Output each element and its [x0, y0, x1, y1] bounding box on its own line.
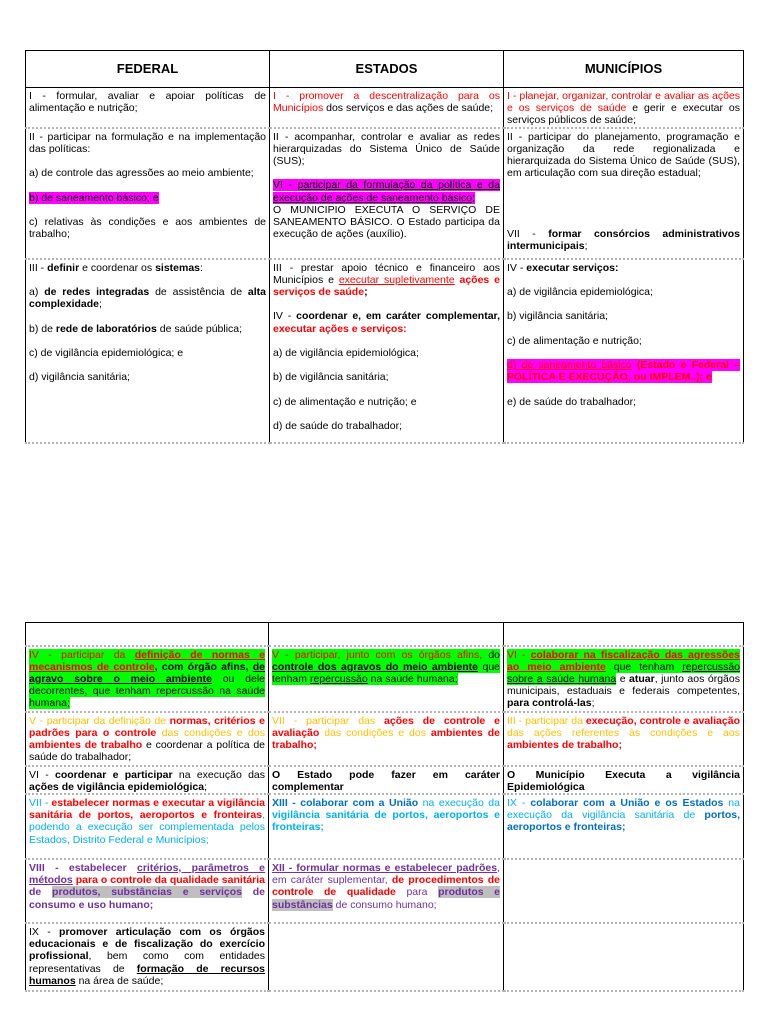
table-row: [26, 923, 744, 991]
responsibilities-table-part-2: [25, 622, 744, 992]
paragraph: [29, 286, 266, 310]
text-run: ;: [99, 298, 102, 311]
paragraph: [272, 649, 500, 686]
text-run: c) relativas às condições e aos ambientes de trabalho;: [29, 215, 266, 241]
text-run: ou dele decorrentes, que tenham repercussão na saúde humana;: [29, 672, 265, 710]
cell-municipios: [504, 623, 744, 646]
text-run: estabelecer normas e executar a vigilância sanitária de portos, aeroportos e fronteiras: [29, 796, 265, 822]
paragraph: [507, 797, 740, 834]
text-run: de saúde pública;: [156, 322, 243, 335]
text-run: na execução da vigilância sanitária de: [507, 796, 740, 822]
paragraph: [29, 649, 265, 710]
table-row: [26, 712, 744, 766]
text-run: coordenar e participar: [54, 768, 173, 781]
paragraph: [29, 90, 266, 114]
paragraph: [29, 371, 266, 383]
paragraph: [507, 769, 740, 793]
text-run: para controlá-las: [507, 697, 592, 710]
blank-line: [507, 204, 740, 216]
text-run: de assistência de: [149, 286, 248, 298]
cell-federal: [26, 794, 269, 859]
cell-estados: [269, 859, 504, 923]
paragraph: [507, 262, 740, 274]
text-run: b) de vigilância sanitária;: [273, 371, 389, 384]
cell-federal: [26, 712, 269, 766]
text-run: repercussão sobre a saúde humana: [507, 660, 740, 685]
text-run: IV -: [507, 261, 527, 274]
text-run: portos, aeroportos e fronteiras;: [507, 809, 740, 834]
text-run: d) de saneamento básico: [507, 359, 632, 372]
blank-line: [273, 408, 500, 420]
text-run: ;: [364, 286, 368, 299]
text-run: d) vigilância sanitária;: [29, 371, 130, 384]
text-run: a) de controle das agressões ao meio ambiente;: [29, 167, 254, 180]
cell-municipios: [504, 259, 744, 443]
text-run: na execução da: [418, 796, 500, 809]
text-run: executar ações e serviços:: [273, 322, 407, 335]
text-run: ações e serviços de saúde: [273, 273, 500, 299]
paragraph: [507, 310, 740, 322]
cell-estados: [269, 766, 504, 794]
text-run: ações de vigilância epidemiológica: [29, 780, 205, 793]
text-run: vigilância sanitária de portos, aeroportos e fronteiras;: [272, 809, 500, 834]
text-run: O MUNICIPIO EXECUTA O SERVIÇO DE SANEAMENTO BÁSICO. O Estado participa da execução de ações (auxílio).: [273, 203, 500, 241]
text-run: , podendo a execução ser complementada pelos Estados, Distrito Federal e Municípios;: [29, 809, 265, 846]
text-run: III -: [29, 261, 48, 274]
cell-municipios: [504, 923, 744, 991]
paragraph: [29, 769, 265, 793]
paragraph: [507, 715, 740, 752]
text-run: c) de alimentação e nutrição; e: [273, 395, 417, 408]
paragraph: [29, 347, 266, 359]
text-run: I - formular, avaliar e apoiar políticas de alimentação e nutrição;: [29, 90, 266, 115]
cell-estados: [270, 88, 504, 128]
text-run: XIII - colaborar com a União: [272, 796, 419, 809]
cell-municipios: [504, 712, 744, 766]
paragraph: [507, 286, 740, 298]
paragraph: [272, 797, 500, 834]
text-run: d) de saúde do trabalhador;: [273, 420, 403, 433]
text-run: I - planejar, organizar, controlar e avaliar as ações e os serviços de saúde: [507, 90, 740, 115]
text-run: I - promover a descentralização para os Municípios: [273, 90, 500, 115]
text-run: definir: [47, 261, 80, 274]
text-run: ;: [204, 780, 207, 793]
table-row: [26, 794, 744, 859]
cell-federal: [26, 766, 269, 794]
paragraph: [272, 862, 500, 911]
paragraph: [29, 167, 266, 179]
text-run: c) de alimentação e nutrição;: [507, 334, 642, 347]
text-run: que tenham: [272, 660, 500, 685]
blank-line: [273, 359, 500, 371]
text-run: na saúde humana;: [367, 672, 458, 685]
paragraph: [507, 228, 740, 252]
cell-federal: [26, 623, 269, 646]
text-run: sistemas: [155, 261, 201, 274]
cell-municipios: [504, 859, 744, 923]
text-run: executar supletivamente: [338, 273, 455, 286]
text-run: V - participar, junto com os órgãos afins,: [272, 648, 483, 661]
text-run: e coordenar a política de saúde do trabalhador;: [29, 738, 266, 764]
cell-municipios: [504, 646, 744, 712]
text-run: de procedimentos de controle de qualidade: [272, 874, 500, 899]
paragraph: [507, 335, 740, 347]
text-run: , com órgão afins,: [154, 660, 253, 673]
text-run: para o controle da qualidade sanitária: [72, 874, 265, 887]
text-run: produtos e substâncias: [272, 886, 500, 911]
header-estados: ESTADOS: [270, 51, 504, 88]
text-run: participar da formulação da política e da execução de ações de saneamento básico: [273, 179, 500, 204]
blank-line: [273, 335, 500, 347]
blank-line: [507, 323, 740, 335]
blank-line: [29, 155, 266, 167]
cell-estados: [270, 259, 504, 443]
blank-line: [507, 192, 740, 204]
paragraph: [507, 90, 740, 127]
paragraph: [273, 420, 500, 432]
text-run: alta complexidade: [29, 286, 266, 311]
text-run: do: [482, 648, 500, 661]
paragraph: [29, 192, 266, 204]
blank-line: [273, 384, 500, 396]
blank-line: [29, 359, 266, 371]
paragraph: [29, 216, 266, 240]
text-run: V - participar da definição de: [29, 714, 170, 727]
paragraph: [29, 715, 265, 764]
text-run: c) de vigilância epidemiológica; e: [29, 346, 184, 359]
text-run: VII -: [29, 796, 52, 809]
paragraph: [273, 179, 500, 203]
text-run: a) de vigilância epidemiológica;: [273, 347, 419, 359]
table-row: [26, 259, 744, 443]
blank-line: [29, 335, 266, 347]
blank-line: [29, 204, 266, 216]
blank-line: [29, 310, 266, 322]
cell-federal: [26, 923, 269, 991]
text-run: repercussão: [309, 672, 368, 685]
blank-line: [29, 179, 266, 191]
cell-federal: [26, 259, 270, 443]
text-run: execução, controle e avaliação: [585, 714, 740, 727]
header-row: [26, 51, 744, 88]
text-run: ambientes de trabalho;: [272, 726, 500, 751]
cell-municipios: [504, 794, 744, 859]
text-run: das ações referentes às condições e aos: [507, 726, 740, 739]
cell-estados: [269, 712, 504, 766]
text-run: colaborar na fiscalização das agressões ao meio ambiente: [507, 648, 740, 673]
header-municipios: MUNICÍPIOS: [504, 51, 744, 88]
text-run: b) de saneamento básico; e: [29, 191, 159, 204]
text-run: ambientes de trabalho;: [507, 738, 622, 751]
paragraph: [29, 797, 265, 846]
text-run: (Estado e Federal – POLÍTICA E EXECUÇÃO, ou IMPLEM..); e: [507, 359, 740, 384]
text-run: produtos, substâncias e serviços: [52, 886, 242, 899]
paragraph: [273, 204, 500, 241]
text-run: O Município Executa a vigilância Epidemiológica: [507, 768, 740, 793]
cell-federal: [26, 859, 269, 923]
text-run: e coordenar os: [79, 261, 156, 274]
paragraph: [273, 371, 500, 383]
paragraph: [29, 131, 266, 155]
cell-estados: [269, 623, 504, 646]
paragraph: [29, 926, 265, 987]
cell-estados: [270, 128, 504, 259]
text-run: II - participar na formulação e na implementação das políticas:: [29, 130, 266, 155]
text-run: IX -: [29, 925, 60, 938]
cell-federal: [26, 88, 270, 128]
text-run: na execução das: [172, 768, 265, 781]
text-run: de: [29, 886, 53, 899]
paragraph: [273, 131, 500, 168]
blank-line: [507, 298, 740, 310]
text-run: formação de recursos humanos: [29, 962, 265, 987]
text-run: dos serviços e das ações de saúde;: [323, 102, 494, 115]
table-row: [26, 766, 744, 794]
table-row: [26, 646, 744, 712]
table-row: [26, 88, 744, 128]
responsibilities-table-part-1: [25, 50, 744, 444]
text-run: promover articulação com os órgãos educacionais e de fiscalização do exercício profissional: [29, 925, 265, 963]
blank-line: [507, 216, 740, 228]
paragraph: [507, 131, 740, 180]
paragraph: [272, 715, 500, 752]
text-run: VI -: [29, 768, 55, 781]
text-run: coordenar e, em caráter complementar,: [296, 310, 500, 323]
cell-federal: [26, 128, 270, 259]
empty-header-row: [26, 623, 744, 646]
text-run: de consumo humano;: [332, 898, 437, 911]
text-run: colaborar com a União e os Estados: [530, 796, 724, 809]
paragraph: [273, 262, 500, 299]
text-run: controle dos agravos do meio ambiente: [272, 660, 479, 673]
paragraph: [507, 396, 740, 408]
cell-municipios: [504, 766, 744, 794]
text-run: VI -: [507, 648, 531, 661]
blank-line: [273, 167, 500, 179]
text-run: IV - participar da: [29, 648, 135, 661]
text-run: , bem como com entidades representativas de: [29, 950, 265, 975]
cell-estados: [269, 923, 504, 991]
paragraph: [273, 90, 500, 114]
text-run: e gerir e executar os serviços públicos de saúde;: [507, 102, 740, 127]
text-run: VI -: [273, 179, 298, 192]
text-run: XII - formular normas e estabelecer padrões: [272, 861, 498, 874]
blank-line: [273, 298, 500, 310]
text-run: normas, critérios e padrões para o controle: [29, 714, 265, 739]
text-run: ;: [472, 191, 475, 204]
text-run: , junto aos órgãos municipais, estaduais e federais competentes,: [507, 672, 740, 698]
text-run: III - participar da: [507, 714, 586, 727]
text-run: na área de saúde;: [75, 974, 164, 987]
text-run: II - participar do planejamento, programação e organização da rede regionalizada e hierarquizada do Sistema Único de Saúde (SUS), em articulação com sua direção estadual;: [507, 130, 740, 180]
text-run: a) de vigilância epidemiológica;: [507, 286, 653, 298]
text-run: ambientes de trabalho: [29, 738, 143, 751]
table-row: [26, 859, 744, 923]
text-run: de redes integradas: [44, 286, 150, 298]
table-row: [26, 128, 744, 259]
text-run: rede de laboratórios: [55, 322, 157, 335]
text-run: e) de saúde do trabalhador;: [507, 395, 637, 408]
blank-line: [507, 384, 740, 396]
blank-line: [507, 347, 740, 359]
header-federal: FEDERAL: [26, 51, 270, 88]
text-run: para: [395, 886, 439, 899]
text-run: a): [29, 286, 45, 298]
text-run: das condições e dos: [319, 726, 431, 739]
paragraph: [273, 347, 500, 359]
paragraph: [29, 262, 266, 274]
cell-municipios: [504, 88, 744, 128]
cell-estados: [269, 646, 504, 712]
text-run: ações de controle e avaliação: [272, 714, 500, 739]
text-run: atuar: [629, 672, 655, 685]
paragraph: [273, 396, 500, 408]
paragraph: [507, 649, 740, 710]
blank-line: [29, 274, 266, 286]
text-run: III - prestar apoio técnico e financeiro aos Municípios e: [273, 261, 500, 286]
text-run: :: [200, 261, 203, 274]
text-run: executar serviços:: [526, 261, 619, 274]
text-run: definição de normas e mecanismos de controle: [29, 648, 265, 673]
blank-line: [507, 274, 740, 286]
text-run: e: [616, 672, 630, 685]
blank-line: [507, 179, 740, 191]
text-run: critérios, parâmetros e métodos: [29, 861, 266, 887]
text-run: VII - participar das: [272, 714, 385, 727]
paragraph: [29, 323, 266, 335]
text-run: formar consórcios administrativos intermunicipais: [507, 228, 741, 253]
text-run: VII -: [507, 228, 549, 241]
text-run: que tenham: [605, 660, 683, 673]
text-run: IX -: [507, 796, 531, 809]
text-run: , em caráter suplementar,: [272, 861, 500, 887]
cell-estados: [269, 794, 504, 859]
text-run: b) vigilância sanitária;: [507, 310, 608, 323]
text-run: IV -: [273, 310, 297, 323]
cell-federal: [26, 646, 269, 712]
paragraph: [507, 359, 740, 383]
text-run: das condições e dos: [156, 726, 265, 739]
text-run: ;: [584, 240, 588, 253]
text-run: ;: [591, 697, 595, 710]
text-run: de agravo sobre o meio ambiente: [29, 660, 265, 685]
text-run: b) de: [29, 322, 56, 335]
text-run: O Estado pode fazer em caráter complementar: [272, 768, 500, 793]
text-run: II - acompanhar, controlar e avaliar as redes hierarquizadas do Sistema Único de Saúde (SUS);: [273, 130, 500, 168]
text-run: VIII - estabelecer: [29, 861, 137, 874]
paragraph: [273, 310, 500, 334]
paragraph: [272, 769, 500, 793]
cell-municipios: [504, 128, 744, 259]
paragraph: [29, 862, 265, 911]
text-run: de consumo e uso humano;: [29, 886, 266, 911]
